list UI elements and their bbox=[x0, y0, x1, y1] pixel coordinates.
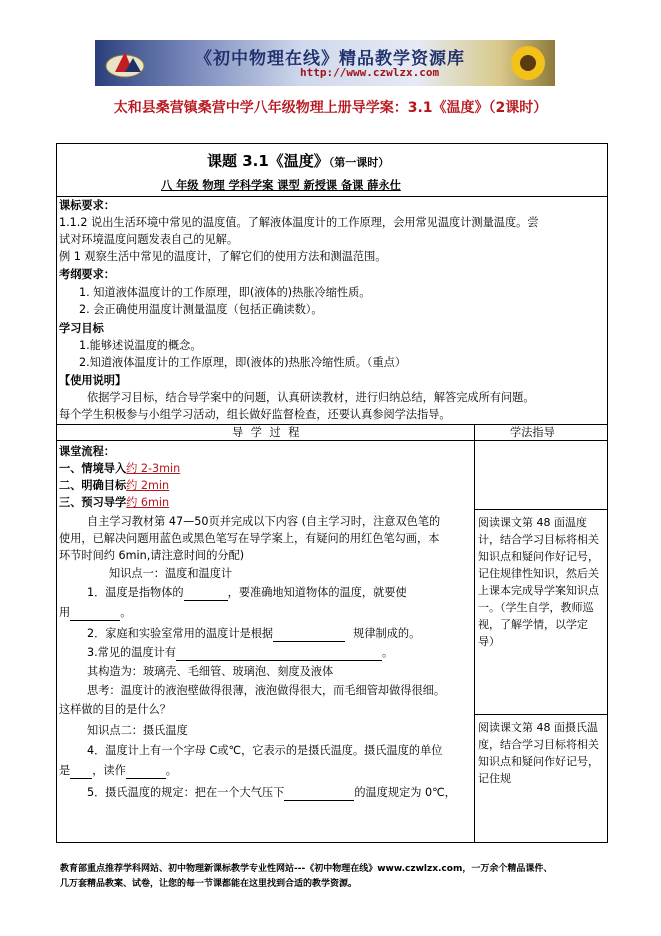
footer-line-2: 几万套精品教案、试卷，让您的每一节课都能在这里找到合适的教学资源。 bbox=[60, 879, 358, 889]
standards-line-3: 例 1 观察生活中常见的温度计，了解它们的使用方法和测温范围。 bbox=[59, 250, 387, 263]
answer-blank[interactable] bbox=[284, 800, 354, 801]
goals-item-1: 1.能够述说温度的概念。 bbox=[79, 339, 202, 352]
lesson-meta: 八 年级 物理 学科学案 课型 新授课 备课 薛永仕 bbox=[161, 179, 401, 192]
answer-blank[interactable] bbox=[126, 778, 166, 779]
question-2: 2．家庭和实验室常用的温度计是根据 规律制成的。 bbox=[87, 627, 421, 640]
step-1-time: 约 2-3min bbox=[126, 462, 181, 475]
thermometer-structure: 其构造为：玻璃壳、毛细管、玻璃泡、刻度及液体 bbox=[87, 665, 334, 678]
exam-heading: 考纲要求： bbox=[59, 268, 115, 281]
question-4-cont: 是 ，读作 。 bbox=[59, 764, 177, 777]
process-flow-heading: 课堂流程： bbox=[59, 445, 115, 458]
step-3-time: 约 6min bbox=[126, 496, 170, 509]
method-note-1: 阅读课文第 48 面温度计，结合学习目标将相关知识点和疑问作好记号，记住规律性知识，然后关上课本完成导学案知识点一。（学生自学，教师巡视，了解学情，以学定导） bbox=[478, 516, 599, 648]
question-1-cont: 用 。 bbox=[59, 606, 132, 619]
column-process-header: 导 学 过 程 bbox=[232, 426, 302, 439]
method-note-2-border bbox=[474, 714, 607, 715]
standards-section bbox=[57, 196, 607, 197]
usage-line-2: 每个学生积极参与小组学习活动，组长做好监督检查，还要认真参阅学法指导。 bbox=[59, 408, 451, 421]
answer-blank[interactable] bbox=[184, 600, 228, 601]
sunflower-icon bbox=[505, 42, 551, 84]
exam-item-2: 2. 会正确使用温度计测量温度（包括正确读数）。 bbox=[79, 303, 323, 316]
method-note-1-border bbox=[474, 509, 607, 510]
lesson-table bbox=[56, 143, 608, 843]
question-1: 1．温度是指物体的 ，要准确地知道物体的温度，就要使 bbox=[87, 586, 407, 599]
document-title: 太和县桑营镇桑营中学八年级物理上册导学案：3.1《温度》（2课时） bbox=[113, 100, 548, 116]
usage-heading: 【使用说明】 bbox=[59, 374, 127, 387]
exam-item-1: 1. 知道液体温度计的工作原理，即(液体的)热胀冷缩性质。 bbox=[79, 286, 371, 299]
standards-heading: 课标要求： bbox=[59, 199, 115, 212]
usage-line-1: 依据学习目标，结合导学案中的问题，认真研读教材，进行归纳总结，解答完成所有问题。 bbox=[87, 391, 535, 404]
banner-url: http://www.czwlzx.com bbox=[300, 66, 440, 79]
standards-line-1: 1.1.2 说出生活环境中常见的温度值。了解液体温度计的工作原理，会用常见温度计测量温度。尝 bbox=[59, 216, 539, 229]
step-3: 三、预习导学约 6min bbox=[59, 496, 170, 509]
method-note-2: 阅读课文第 48 面摄氏温度，结合学习目标将相关知识点和疑问作好记号，记住规 bbox=[478, 721, 599, 785]
banner-brand: 《初中物理在线》精品教学资源库 bbox=[195, 49, 465, 69]
question-5: 5．摄氏温度的规定：把在一个大气压下 的温度规定为 0℃， bbox=[87, 786, 456, 799]
answer-blank[interactable] bbox=[70, 620, 120, 621]
header-banner bbox=[95, 40, 555, 86]
lesson-title: 课题 3.1《温度》（第一课时） bbox=[207, 152, 390, 170]
column-method-header: 学法指导 bbox=[510, 426, 555, 439]
answer-blank[interactable] bbox=[273, 641, 345, 642]
step-2-time: 约 2min bbox=[126, 479, 170, 492]
lesson-session: （第一课时） bbox=[328, 156, 390, 169]
intro-line-2: 使用，已解决问题用蓝色或黑色笔写在导学案上，有疑问的用红色笔勾画，本 bbox=[59, 532, 440, 545]
goals-item-2: 2.知道液体温度计的工作原理，即(液体的)热胀冷缩性质。（重点） bbox=[79, 356, 407, 369]
standards-line-2: 试对环境温度问题发表自己的见解。 bbox=[59, 233, 239, 246]
knowledge-point-2: 知识点二：摄氏温度 bbox=[87, 724, 188, 737]
goals-heading: 学习目标 bbox=[59, 322, 104, 335]
footer-line-1: 教育部重点推荐学科网站、初中物理新课标教学专业性网站---《初中物理在线》www.czwlzx.com，一万余个精品课件、 bbox=[60, 864, 553, 874]
site-logo-icon bbox=[103, 46, 147, 80]
question-3: 3.常见的温度计有 。 bbox=[87, 646, 394, 659]
intro-line-3: 环节时间约 6min,请注意时间的分配) bbox=[59, 549, 245, 562]
step-1: 一、情境导入约 2-3min bbox=[59, 462, 181, 475]
column-divider bbox=[474, 424, 475, 842]
answer-blank[interactable] bbox=[70, 778, 92, 779]
step-2: 二、明确目标约 2min bbox=[59, 479, 170, 492]
question-4: 4．温度计上有一个字母 C或℃，它表示的是摄氏温度。摄氏温度的单位 bbox=[87, 744, 443, 757]
think-line-1: 思考：温度计的液泡壁做得很薄，液泡做得很大，而毛细管却做得很细。 bbox=[87, 684, 446, 697]
answer-blank[interactable] bbox=[176, 660, 382, 661]
think-line-2: 这样做的目的是什么？ bbox=[59, 703, 171, 716]
page-footer bbox=[60, 862, 620, 892]
intro-line-1: 自主学习教材第 47—50页并完成以下内容 (自主学习时，注意双色笔的 bbox=[87, 515, 441, 528]
knowledge-point-1: 知识点一：温度和温度计 bbox=[109, 567, 233, 580]
